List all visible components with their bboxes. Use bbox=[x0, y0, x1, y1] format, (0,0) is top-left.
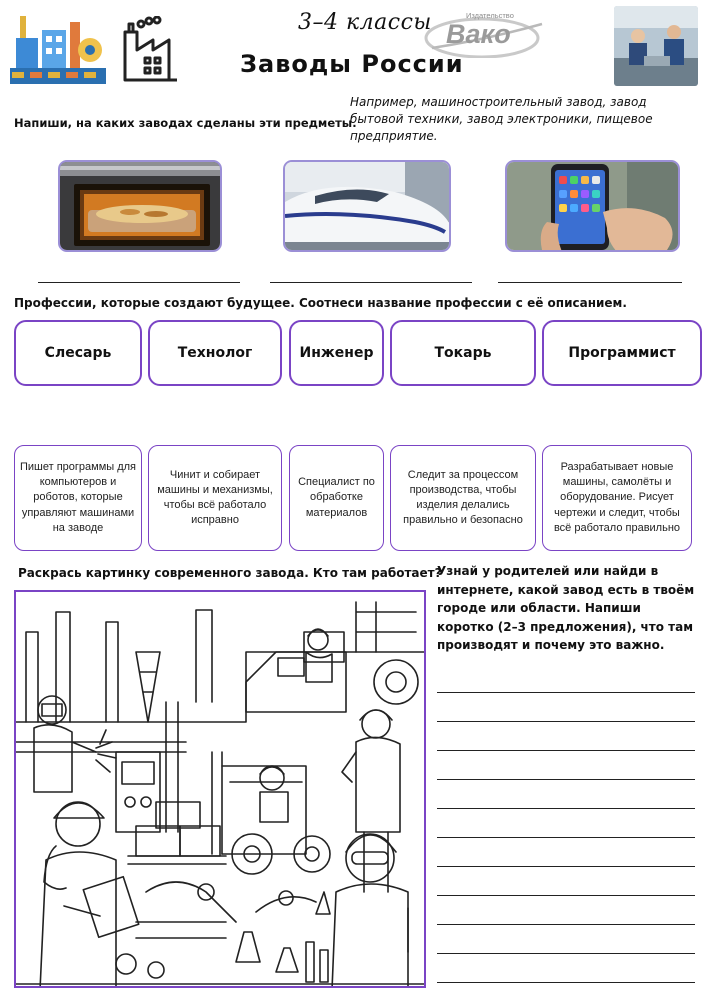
writing-line-4[interactable] bbox=[437, 779, 695, 780]
workers-photo bbox=[614, 6, 698, 86]
profession-card-technologist[interactable]: Технолог bbox=[148, 320, 282, 386]
profession-card-turner[interactable]: Токарь bbox=[390, 320, 536, 386]
writing-line-6[interactable] bbox=[437, 837, 695, 838]
description-card-2[interactable]: Чинит и собирает машины и механизмы, чтобы всё работало исправно bbox=[148, 445, 282, 551]
profession-card-programmer[interactable]: Программист bbox=[542, 320, 702, 386]
writing-line-11[interactable] bbox=[437, 982, 695, 983]
page-title: Заводы России bbox=[240, 50, 464, 78]
profession-card-engineer[interactable]: Инженер bbox=[289, 320, 384, 386]
answer-line-3[interactable] bbox=[498, 282, 682, 283]
description-card-3[interactable]: Специалист по обработке материалов bbox=[289, 445, 384, 551]
writing-line-1[interactable] bbox=[437, 692, 695, 693]
task-home-research: Узнай у родителей или найди в интернете, какой завод есть в твоём городе или области. Напиши коротко (2–3 предложения), что там производят и почему это важно. bbox=[437, 564, 695, 653]
task-coloring: Раскрась картинку современного завода. Кто там работает? bbox=[18, 566, 442, 580]
answer-line-2[interactable] bbox=[270, 282, 472, 283]
smartphone-photo bbox=[505, 160, 680, 252]
task-factories: Напиши, на каких заводах сделаны эти предметы. bbox=[14, 116, 357, 130]
description-card-4[interactable]: Следит за процессом производства, чтобы изделия делались правильно и безопасно bbox=[390, 445, 536, 551]
description-card-5[interactable]: Разрабатывает новые машины, самолёты и оборудование. Рисует чертежи и следит, чтобы всё работало правильно bbox=[542, 445, 692, 551]
publisher-caption: Издательство bbox=[466, 11, 514, 20]
grade-label: 3–4 классы bbox=[298, 10, 432, 35]
factory-illustration bbox=[8, 10, 108, 86]
coloring-picture[interactable] bbox=[14, 590, 426, 988]
writing-line-8[interactable] bbox=[437, 895, 695, 896]
writing-line-10[interactable] bbox=[437, 953, 695, 954]
train-photo bbox=[283, 160, 451, 252]
writing-line-3[interactable] bbox=[437, 750, 695, 751]
task-example-text: Например, машиностроительный завод, завод бытовой техники, завод электроники, пищевое предприятие. bbox=[350, 95, 653, 144]
writing-line-2[interactable] bbox=[437, 721, 695, 722]
writing-line-5[interactable] bbox=[437, 808, 695, 809]
writing-line-9[interactable] bbox=[437, 924, 695, 925]
publisher-name: Вако bbox=[446, 19, 511, 49]
writing-line-7[interactable] bbox=[437, 866, 695, 867]
profession-card-mechanic[interactable]: Слесарь bbox=[14, 320, 142, 386]
oven-photo bbox=[58, 160, 222, 252]
answer-line-1[interactable] bbox=[38, 282, 240, 283]
factory-icon bbox=[119, 16, 183, 82]
description-card-1[interactable]: Пишет программы для компьютеров и роботов, которые управляют машинами на заводе bbox=[14, 445, 142, 551]
task-professions: Профессии, которые создают будущее. Соотнеси название профессии с её описанием. bbox=[14, 296, 627, 310]
